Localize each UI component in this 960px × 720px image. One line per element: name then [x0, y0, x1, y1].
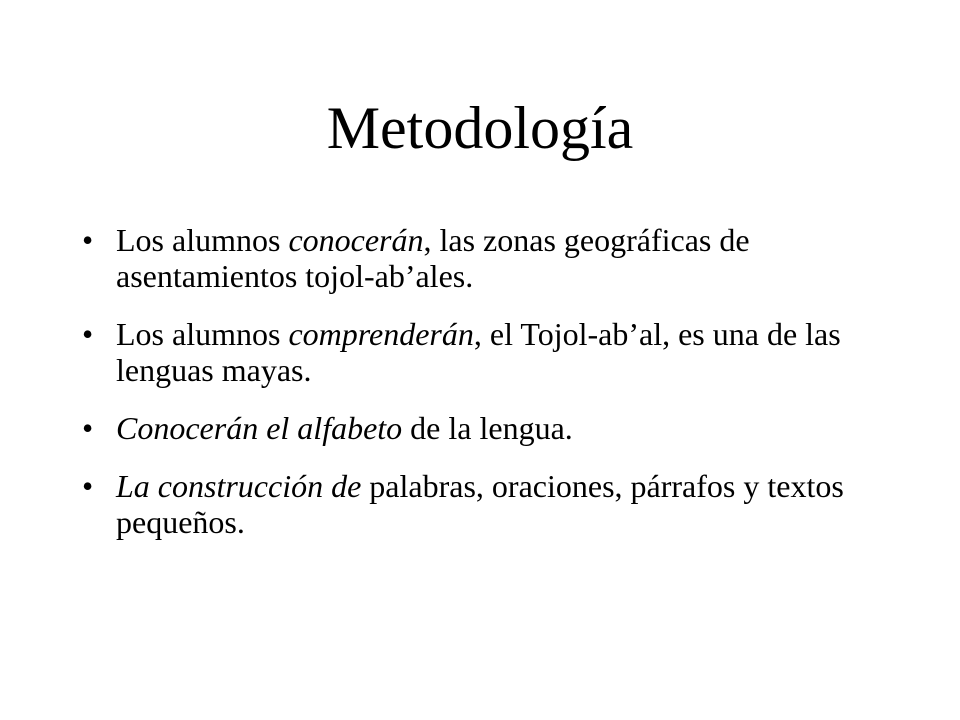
- bullet-text-run-italic: conocerán: [288, 222, 424, 258]
- bullet-dot: •: [82, 222, 94, 258]
- slide-title: Metodología: [326, 95, 634, 161]
- bullet-text: [116, 468, 910, 540]
- bullet-item: [80, 316, 910, 388]
- bullet-text: [116, 316, 910, 388]
- bullet-text-run: Los alumnos: [116, 222, 289, 258]
- bullet-text-run: , las zonas geográficas de asentamientos tojol-ab’ales.: [116, 222, 750, 294]
- bullet-text: [116, 410, 910, 446]
- bullet-text-run: de la lengua.: [402, 410, 573, 446]
- bullet-dot: •: [82, 316, 94, 352]
- bullet-dot: •: [82, 410, 94, 446]
- bullet-text-run-italic: La construcción de: [116, 468, 362, 504]
- bullet-text-run: Los alumnos: [116, 316, 289, 352]
- bullet-item: [80, 222, 910, 294]
- bullet-text-run: , el Tojol-ab’al, es una de las lenguas mayas.: [116, 316, 841, 388]
- bullet-text-run-italic: Conocerán el alfabeto: [116, 410, 403, 446]
- bullet-text-run-italic: comprenderán: [288, 316, 474, 352]
- bullet-item: [80, 468, 910, 540]
- bullet-item: [80, 410, 910, 446]
- bullet-text-run: palabras, oraciones, párrafos y textos pequeños.: [116, 468, 844, 540]
- bullet-text: [116, 222, 910, 294]
- bullet-list: [80, 222, 910, 562]
- bullet-dot: •: [82, 468, 94, 504]
